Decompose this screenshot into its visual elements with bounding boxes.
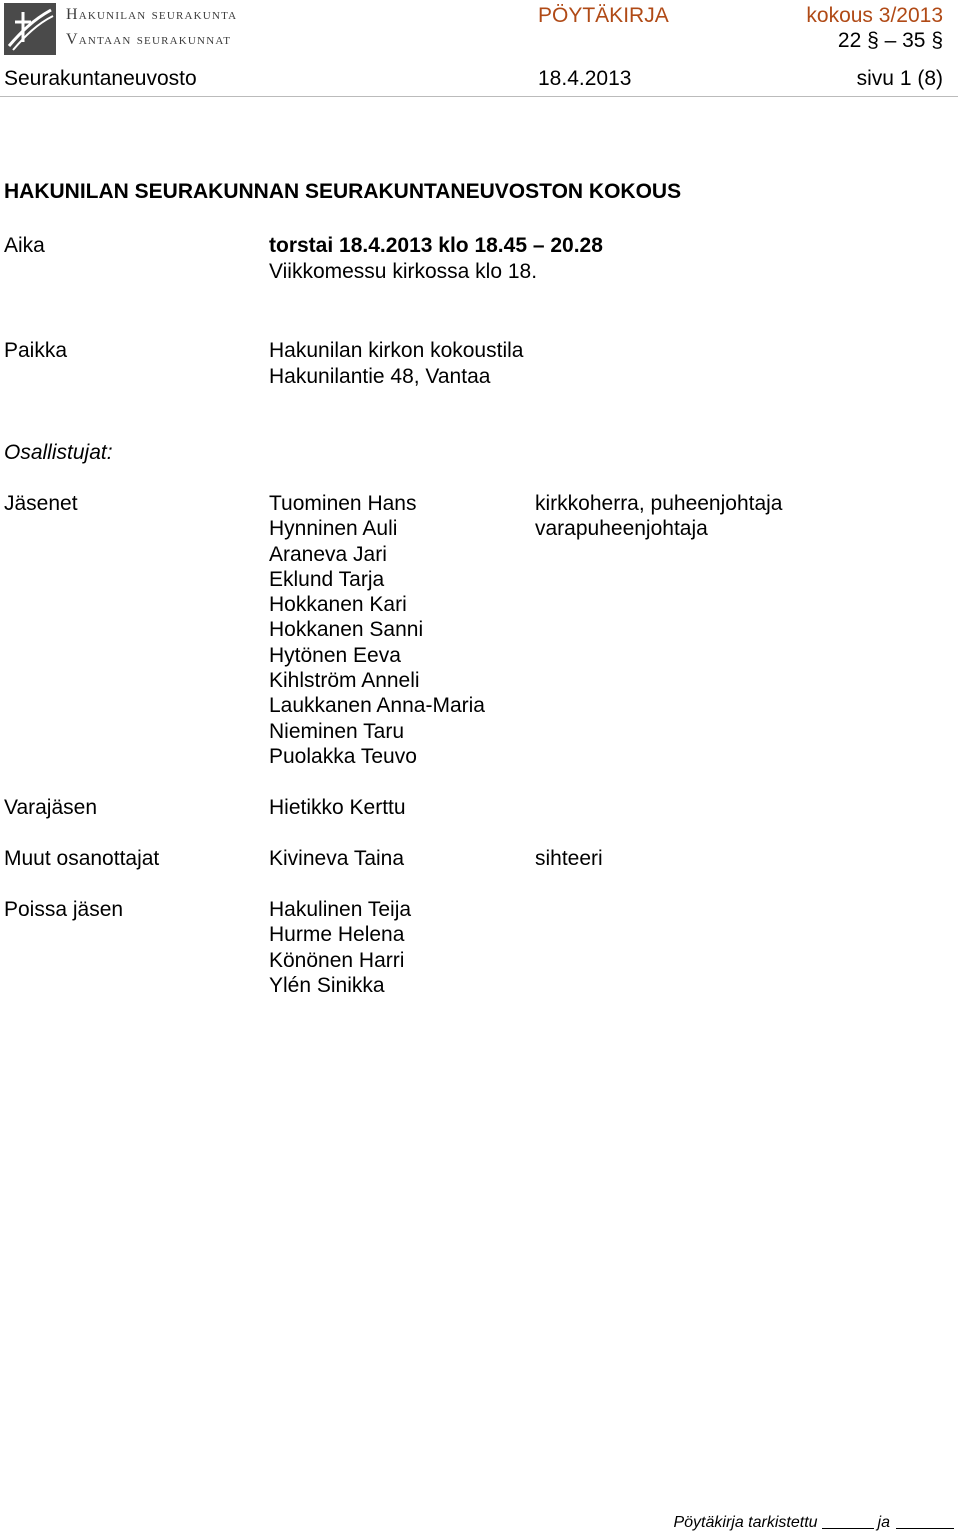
list-item: Tuominen Hans bbox=[269, 492, 417, 515]
review-footer bbox=[673, 1514, 954, 1532]
absent-label: Poissa jäsen bbox=[4, 898, 124, 921]
organization-parent: Vantaan seurakunnat bbox=[66, 31, 232, 48]
document-type: PÖYTÄKIRJA bbox=[538, 4, 669, 27]
list-item: Kihlström Anneli bbox=[269, 669, 420, 693]
church-cross-logo-icon bbox=[3, 2, 57, 56]
list-item: Hytönen Eeva bbox=[269, 643, 401, 667]
place-address: Hakunilantie 48, Vantaa bbox=[269, 365, 491, 388]
meeting-date: 18.4.2013 bbox=[538, 67, 632, 90]
role-vice-chair: varapuheenjohtaja bbox=[535, 517, 708, 541]
page-number: sivu 1 (8) bbox=[856, 67, 943, 90]
list-item: Hurme Helena bbox=[269, 923, 405, 947]
place-room: Hakunilan kirkon kokoustila bbox=[269, 339, 524, 362]
place-label: Paikka bbox=[4, 339, 68, 362]
review-text: Pöytäkirja tarkistettu bbox=[673, 1514, 818, 1531]
members-label: Jäsenet bbox=[4, 492, 78, 515]
council-name: Seurakuntaneuvosto bbox=[4, 67, 197, 90]
deputy-name: Hietikko Kerttu bbox=[269, 796, 406, 819]
secretary-role: sihteeri bbox=[535, 847, 603, 870]
list-item: Eklund Tarja bbox=[269, 567, 385, 591]
deputy-label: Varajäsen bbox=[4, 796, 98, 819]
list-item: Nieminen Taru bbox=[269, 719, 405, 743]
review-and: ja bbox=[877, 1514, 890, 1531]
paragraph-range: 22 § – 35 § bbox=[837, 29, 943, 52]
signature-blank bbox=[822, 1528, 874, 1529]
others-name: Kivineva Taina bbox=[269, 847, 405, 870]
participants-heading: Osallistujat: bbox=[4, 441, 113, 464]
absent-list bbox=[269, 897, 411, 998]
list-item: Araneva Jari bbox=[269, 542, 387, 566]
list-item: Hokkanen Sanni bbox=[269, 618, 424, 642]
list-item: Hakulinen Teija bbox=[269, 898, 412, 921]
list-item: Hynninen Auli bbox=[269, 517, 398, 541]
time-value: torstai 18.4.2013 klo 18.45 – 20.28 bbox=[269, 234, 603, 257]
list-item: Könönen Harri bbox=[269, 948, 405, 972]
header-divider bbox=[0, 96, 958, 97]
members-roles bbox=[535, 491, 783, 542]
organization-name: Hakunilan seurakunta bbox=[66, 6, 238, 23]
list-item: Laukkanen Anna-Maria bbox=[269, 694, 485, 718]
time-label: Aika bbox=[4, 234, 45, 257]
meeting-number: kokous 3/2013 bbox=[806, 4, 943, 27]
others-label: Muut osanottajat bbox=[4, 847, 160, 870]
list-item: Hokkanen Kari bbox=[269, 593, 407, 617]
members-list bbox=[269, 491, 485, 769]
list-item: Ylén Sinikka bbox=[269, 973, 385, 997]
page-title: HAKUNILAN SEURAKUNNAN SEURAKUNTANEUVOSTON KOKOUS bbox=[4, 180, 682, 203]
signature-blank bbox=[896, 1528, 954, 1529]
list-item: Puolakka Teuvo bbox=[269, 744, 417, 768]
mass-note: Viikkomessu kirkossa klo 18. bbox=[269, 260, 538, 283]
role-chair: kirkkoherra, puheenjohtaja bbox=[535, 492, 783, 515]
